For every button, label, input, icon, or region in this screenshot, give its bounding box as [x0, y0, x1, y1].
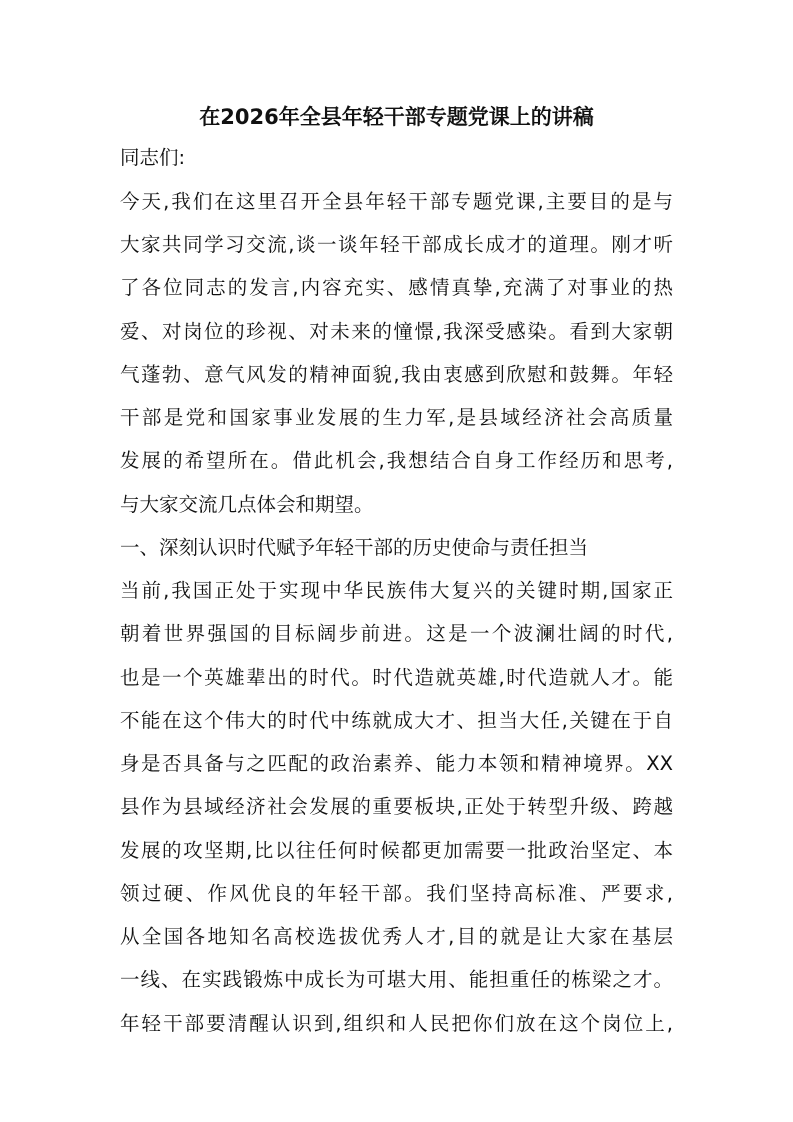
paragraph-line: 也是一个英雄辈出的时代。时代造就英雄,时代造就人才。能: [120, 666, 673, 689]
paragraph-line: 与大家交流几点体会和期望。: [120, 493, 374, 516]
paragraph-line: 从全国各地知名高校选拔优秀人才,目的就是让大家在基层: [120, 925, 673, 948]
paragraph-line: 大家共同学习交流,谈一谈年轻干部成长成才的道理。刚才听: [120, 233, 673, 256]
paragraph-line: 发展的希望所在。借此机会,我想结合自身工作经历和思考,: [120, 449, 673, 472]
paragraph-line: 不能在这个伟大的时代中练就成大才、担当大任,关键在于自: [120, 709, 673, 732]
paragraph-line: 气蓬勃、意气风发的精神面貌,我由衷感到欣慰和鼓舞。年轻: [120, 363, 673, 386]
paragraph-line: 干部是党和国家事业发展的生力军,是县域经济社会高质量: [120, 406, 673, 429]
paragraph-line: 年轻干部要清醒认识到,组织和人民把你们放在这个岗位上,: [120, 1012, 673, 1035]
paragraph-line: 当前,我国正处于实现中华民族伟大复兴的关键时期,国家正: [120, 579, 673, 602]
paragraph-line: 朝着世界强国的目标阔步前进。这是一个波澜壮阔的时代,: [120, 622, 673, 645]
paragraph-line: 一线、在实践锻炼中成长为可堪大用、能担重任的栋梁之才。: [120, 968, 673, 991]
paragraph-line: 发展的攻坚期,比以往任何时候都更加需要一批政治坚定、本: [120, 839, 673, 862]
paragraph-line: 爱、对岗位的珍视、对未来的憧憬,我深受感染。看到大家朝: [120, 320, 673, 343]
paragraph-line: 领过硬、作风优良的年轻干部。我们坚持高标准、严要求,: [120, 882, 673, 905]
paragraph-line: 了各位同志的发言,内容充实、感情真挚,充满了对事业的热: [120, 276, 673, 299]
paragraph-line: 身是否具备与之匹配的政治素养、能力本领和精神境界。XX: [120, 752, 673, 775]
section-heading: 一、深刻认识时代赋予年轻干部的历史使命与责任担当: [120, 536, 589, 559]
paragraph-line: 县作为县域经济社会发展的重要板块,正处于转型升级、跨越: [120, 795, 673, 818]
salutation: 同志们:: [120, 146, 186, 169]
paragraph-line: 今天,我们在这里召开全县年轻干部专题党课,主要目的是与: [120, 190, 673, 213]
document-title: 在2026年全县年轻干部专题党课上的讲稿: [199, 105, 594, 129]
